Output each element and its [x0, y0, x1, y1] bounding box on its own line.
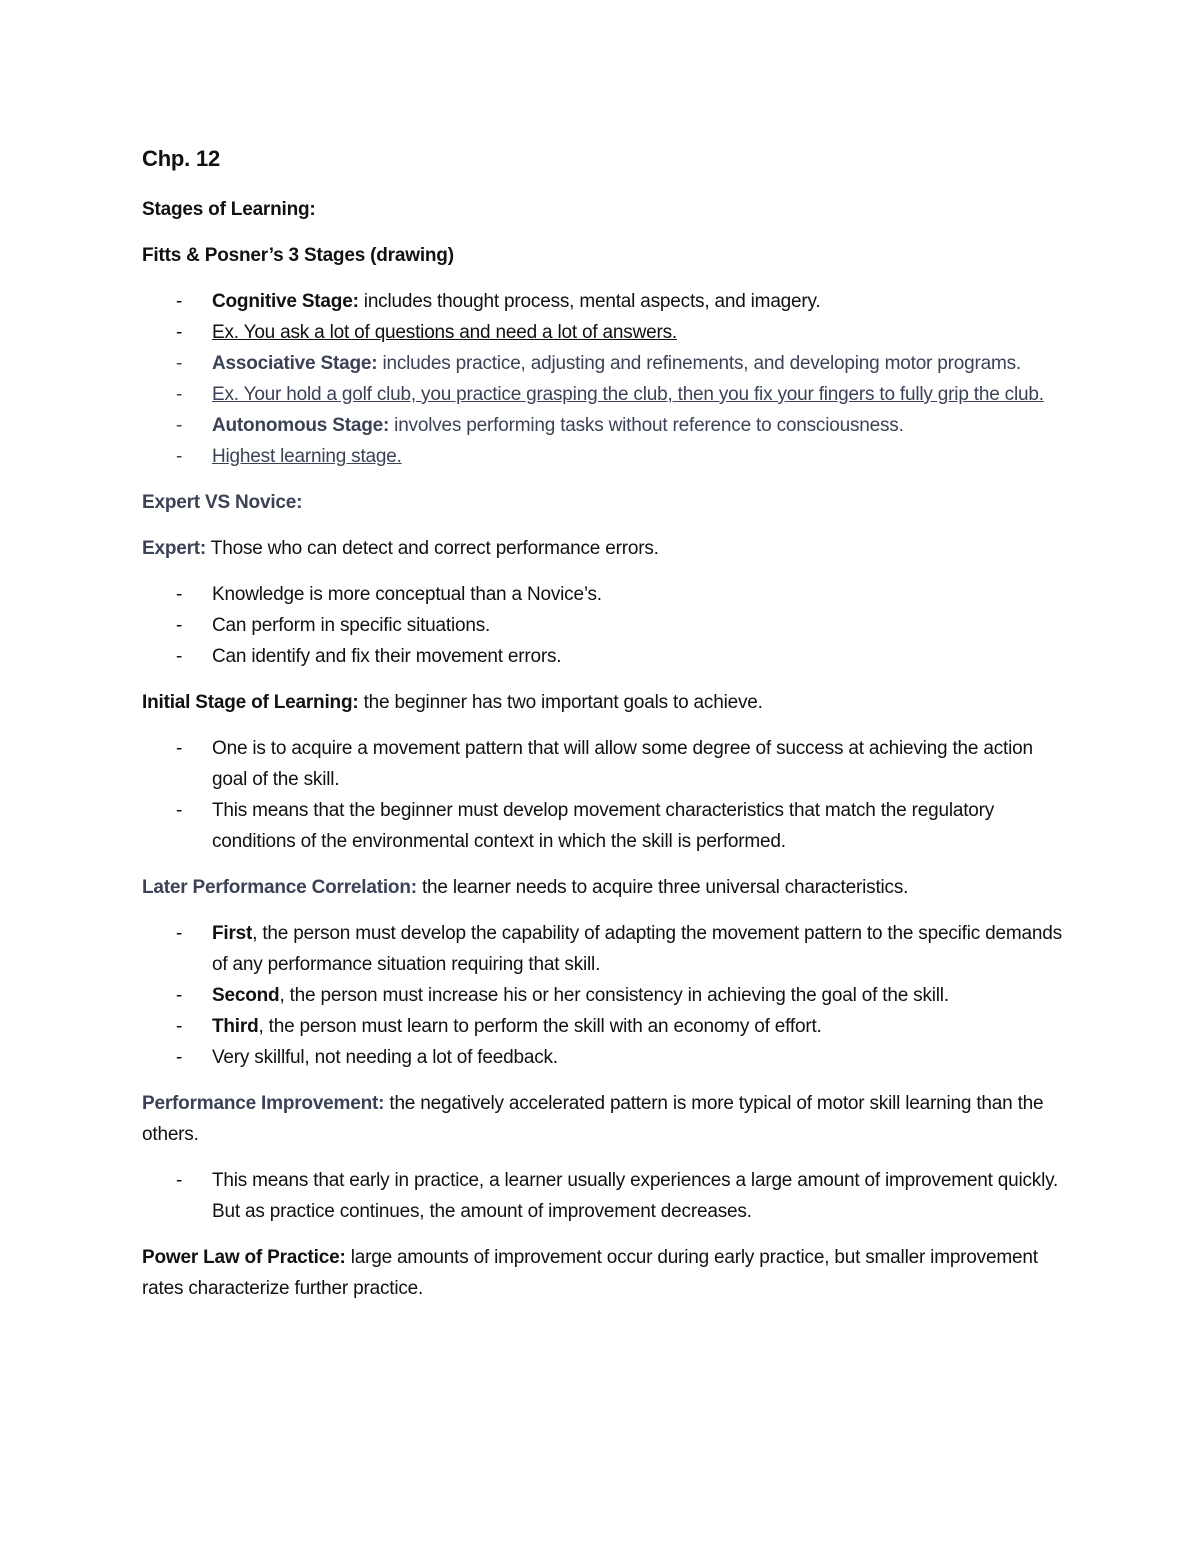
- list-item: [142, 441, 1072, 472]
- list-item: [142, 1011, 1072, 1042]
- performance-improvement-list: [142, 1165, 1072, 1227]
- list-item: [142, 410, 1072, 441]
- second-term: Second: [212, 985, 280, 1006]
- first-term: First: [212, 923, 253, 944]
- initial-stage-term: Initial Stage of Learning:: [142, 692, 359, 713]
- list-item: [142, 348, 1072, 379]
- fitts-stages-list: [142, 286, 1072, 472]
- list-item: [142, 980, 1072, 1011]
- cognitive-stage-term: Cognitive Stage:: [212, 291, 359, 312]
- expert-vs-novice-heading: Expert VS Novice:: [142, 492, 303, 513]
- initial-stage-text: the beginner has two important goals to achieve.: [358, 692, 763, 713]
- list-item: [142, 379, 1072, 410]
- cognitive-stage-text: includes thought process, mental aspects, and imagery.: [358, 291, 821, 312]
- autonomous-stage-term: Autonomous Stage:: [212, 415, 390, 436]
- list-item: [142, 286, 1072, 317]
- cognitive-example: Ex. You ask a lot of questions and need a lot of answers.: [212, 322, 677, 343]
- list-item: [142, 317, 1072, 348]
- expert-term: Expert:: [142, 538, 207, 559]
- later-performance-term: Later Performance Correlation:: [142, 877, 417, 898]
- list-item: [142, 918, 1072, 980]
- autonomous-stage-text: involves performing tasks without reference to consciousness.: [389, 415, 904, 436]
- fitts-posner-heading: Fitts & Posner’s 3 Stages (drawing): [142, 245, 454, 266]
- list-item: - This means that early in practice, a learner usually experiences a large amount of improvement quickly. But as practice continues, the amount of improvement decreases.: [142, 1165, 1072, 1227]
- second-text: , the person must increase his or her consistency in achieving the goal of the skill.: [279, 985, 949, 1006]
- associative-stage-text: includes practice, adjusting and refinements, and developing motor programs.: [377, 353, 1021, 374]
- expert-definition: [142, 533, 1072, 564]
- third-text: , the person must learn to perform the skill with an economy of effort.: [258, 1016, 822, 1037]
- power-law-definition: [142, 1242, 1072, 1304]
- performance-improvement-definition: [142, 1088, 1072, 1150]
- stages-heading: Stages of Learning:: [142, 199, 316, 220]
- list-item: - One is to acquire a movement pattern that will allow some degree of success at achieving the action goal of the skill.: [142, 733, 1072, 795]
- later-performance-text: the learner needs to acquire three universal characteristics.: [416, 877, 909, 898]
- list-item: - This means that the beginner must develop movement characteristics that match the regulatory conditions of the environmental context in which the skill is performed.: [142, 795, 1072, 857]
- performance-improvement-text: the negatively accelerated pattern is more typical of motor skill learning than the others.: [142, 1093, 1044, 1145]
- performance-improvement-term: Performance Improvement:: [142, 1093, 385, 1114]
- power-law-text: large amounts of improvement occur during early practice, but smaller improvement rates characterize further practice.: [142, 1247, 1038, 1299]
- associative-example: Ex. Your hold a golf club, you practice grasping the club, then you fix your fingers to fully grip the club.: [212, 384, 1044, 405]
- initial-stage-list: [142, 733, 1072, 857]
- initial-stage-definition: [142, 687, 1072, 718]
- power-law-term: Power Law of Practice:: [142, 1247, 346, 1268]
- list-item: [142, 1042, 1072, 1073]
- first-text: , the person must develop the capability of adapting the movement pattern to the specific demands of any performance situation requiring that skill.: [212, 923, 1062, 975]
- chapter-title: Chp. 12: [142, 146, 221, 171]
- autonomous-note: Highest learning stage.: [212, 446, 402, 467]
- associative-stage-term: Associative Stage:: [212, 353, 378, 374]
- expert-text: Those who can detect and correct performance errors.: [206, 538, 659, 559]
- list-item: - Can perform in specific situations.: [142, 610, 1072, 641]
- list-item: - Can identify and fix their movement errors.: [142, 641, 1072, 672]
- later-performance-definition: [142, 872, 1072, 903]
- document-page: [142, 140, 1072, 1319]
- expert-list: [142, 579, 1072, 672]
- skillful-text: Very skillful, not needing a lot of feedback.: [212, 1047, 558, 1068]
- later-performance-list: [142, 918, 1072, 1073]
- list-item: - Knowledge is more conceptual than a Novice’s.: [142, 579, 1072, 610]
- third-term: Third: [212, 1016, 259, 1037]
